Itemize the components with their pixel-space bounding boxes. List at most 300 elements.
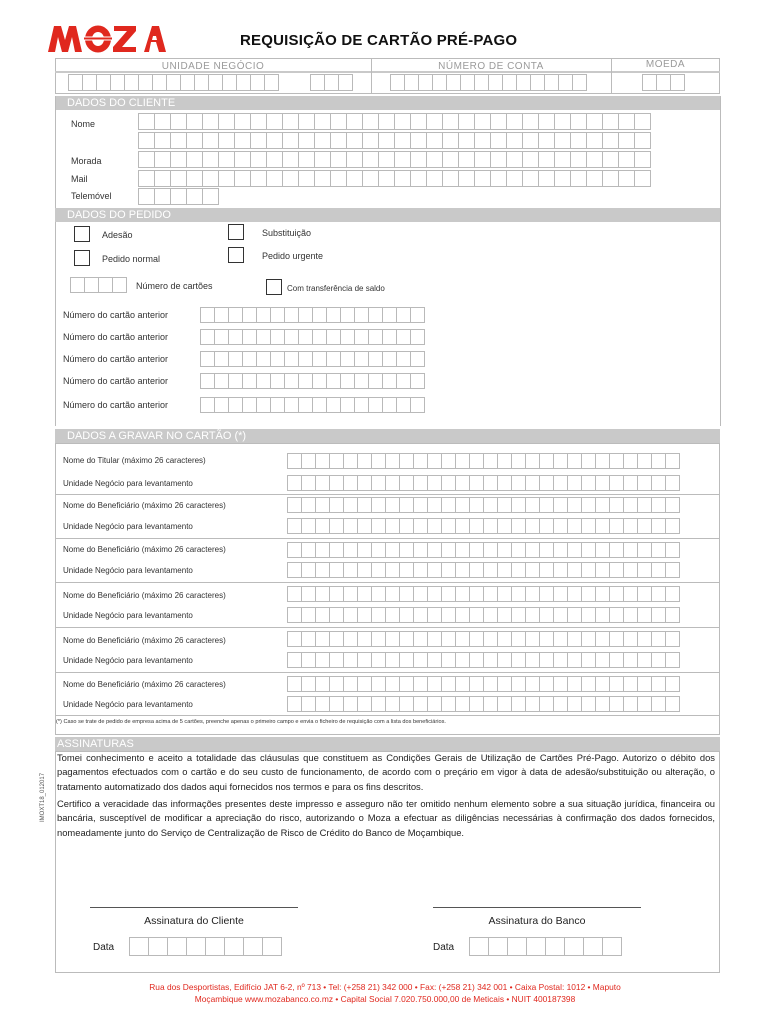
char-cell[interactable]: [148, 937, 168, 956]
char-cell[interactable]: [570, 170, 587, 187]
char-cell[interactable]: [426, 113, 443, 130]
char-cell[interactable]: [256, 329, 271, 345]
char-cell[interactable]: [362, 132, 379, 149]
char-cell[interactable]: [567, 586, 582, 602]
char-cell[interactable]: [497, 676, 512, 692]
char-cell[interactable]: [346, 113, 363, 130]
char-cell[interactable]: [441, 631, 456, 647]
char-cell[interactable]: [525, 631, 540, 647]
char-cell[interactable]: [427, 586, 442, 602]
char-cell[interactable]: [665, 696, 680, 712]
char-cell[interactable]: [166, 74, 181, 91]
char-cell[interactable]: [418, 74, 433, 91]
char-cell[interactable]: [256, 351, 271, 367]
char-cell[interactable]: [651, 676, 666, 692]
char-cell[interactable]: [329, 696, 344, 712]
char-cell[interactable]: [427, 607, 442, 623]
char-cell[interactable]: [287, 652, 302, 668]
char-cell[interactable]: [427, 562, 442, 578]
char-cell[interactable]: [637, 453, 652, 469]
char-cell[interactable]: [455, 542, 470, 558]
char-cell[interactable]: [385, 652, 400, 668]
char-cell[interactable]: [483, 652, 498, 668]
nome-input-2[interactable]: [138, 132, 650, 149]
char-cell[interactable]: [511, 676, 526, 692]
char-cell[interactable]: [202, 188, 219, 205]
char-cell[interactable]: [554, 170, 571, 187]
char-cell[interactable]: [442, 132, 459, 149]
char-cell[interactable]: [371, 542, 386, 558]
char-cell[interactable]: [609, 696, 624, 712]
char-cell[interactable]: [399, 586, 414, 602]
char-cell[interactable]: [282, 113, 299, 130]
char-cell[interactable]: [665, 631, 680, 647]
cartao-anterior-input[interactable]: [200, 351, 424, 367]
char-cell[interactable]: [637, 542, 652, 558]
char-cell[interactable]: [371, 676, 386, 692]
char-cell[interactable]: [330, 151, 347, 168]
char-cell[interactable]: [301, 475, 316, 491]
char-cell[interactable]: [455, 497, 470, 513]
char-cell[interactable]: [340, 373, 355, 389]
char-cell[interactable]: [138, 132, 155, 149]
char-cell[interactable]: [394, 151, 411, 168]
char-cell[interactable]: [354, 329, 369, 345]
char-cell[interactable]: [567, 652, 582, 668]
char-cell[interactable]: [609, 562, 624, 578]
char-cell[interactable]: [399, 497, 414, 513]
char-cell[interactable]: [170, 188, 187, 205]
char-cell[interactable]: [427, 696, 442, 712]
char-cell[interactable]: [413, 586, 428, 602]
char-cell[interactable]: [284, 373, 299, 389]
char-cell[interactable]: [343, 518, 358, 534]
char-cell[interactable]: [497, 475, 512, 491]
char-cell[interactable]: [455, 453, 470, 469]
char-cell[interactable]: [553, 652, 568, 668]
char-cell[interactable]: [665, 453, 680, 469]
char-cell[interactable]: [511, 562, 526, 578]
char-cell[interactable]: [399, 518, 414, 534]
char-cell[interactable]: [474, 132, 491, 149]
char-cell[interactable]: [623, 676, 638, 692]
char-cell[interactable]: [426, 132, 443, 149]
char-cell[interactable]: [490, 170, 507, 187]
char-cell[interactable]: [522, 132, 539, 149]
char-cell[interactable]: [469, 453, 484, 469]
char-cell[interactable]: [399, 631, 414, 647]
char-cell[interactable]: [483, 453, 498, 469]
char-cell[interactable]: [298, 397, 313, 413]
char-cell[interactable]: [301, 562, 316, 578]
char-cell[interactable]: [214, 373, 229, 389]
beneficiario-input[interactable]: [287, 586, 679, 602]
char-cell[interactable]: [458, 151, 475, 168]
char-cell[interactable]: [455, 607, 470, 623]
char-cell[interactable]: [455, 586, 470, 602]
char-cell[interactable]: [343, 631, 358, 647]
char-cell[interactable]: [442, 170, 459, 187]
char-cell[interactable]: [202, 113, 219, 130]
char-cell[interactable]: [410, 132, 427, 149]
char-cell[interactable]: [329, 607, 344, 623]
char-cell[interactable]: [665, 542, 680, 558]
char-cell[interactable]: [651, 562, 666, 578]
char-cell[interactable]: [385, 497, 400, 513]
char-cell[interactable]: [581, 562, 596, 578]
char-cell[interactable]: [427, 475, 442, 491]
char-cell[interactable]: [357, 497, 372, 513]
char-cell[interactable]: [298, 132, 315, 149]
char-cell[interactable]: [410, 113, 427, 130]
char-cell[interactable]: [567, 542, 582, 558]
char-cell[interactable]: [469, 607, 484, 623]
char-cell[interactable]: [314, 170, 331, 187]
char-cell[interactable]: [312, 373, 327, 389]
char-cell[interactable]: [218, 170, 235, 187]
char-cell[interactable]: [602, 132, 619, 149]
char-cell[interactable]: [338, 74, 353, 91]
char-cell[interactable]: [506, 170, 523, 187]
char-cell[interactable]: [441, 696, 456, 712]
char-cell[interactable]: [441, 518, 456, 534]
char-cell[interactable]: [382, 329, 397, 345]
char-cell[interactable]: [427, 542, 442, 558]
char-cell[interactable]: [511, 518, 526, 534]
char-cell[interactable]: [665, 652, 680, 668]
char-cell[interactable]: [651, 542, 666, 558]
char-cell[interactable]: [553, 475, 568, 491]
char-cell[interactable]: [581, 607, 596, 623]
char-cell[interactable]: [315, 542, 330, 558]
char-cell[interactable]: [511, 497, 526, 513]
char-cell[interactable]: [441, 607, 456, 623]
char-cell[interactable]: [110, 74, 125, 91]
char-cell[interactable]: [287, 518, 302, 534]
char-cell[interactable]: [312, 307, 327, 323]
char-cell[interactable]: [112, 277, 127, 293]
char-cell[interactable]: [242, 307, 257, 323]
char-cell[interactable]: [570, 113, 587, 130]
char-cell[interactable]: [609, 631, 624, 647]
char-cell[interactable]: [558, 74, 573, 91]
char-cell[interactable]: [287, 696, 302, 712]
char-cell[interactable]: [287, 475, 302, 491]
char-cell[interactable]: [368, 307, 383, 323]
char-cell[interactable]: [287, 586, 302, 602]
char-cell[interactable]: [154, 113, 171, 130]
char-cell[interactable]: [483, 586, 498, 602]
char-cell[interactable]: [586, 170, 603, 187]
char-cell[interactable]: [298, 329, 313, 345]
char-cell[interactable]: [170, 151, 187, 168]
char-cell[interactable]: [427, 497, 442, 513]
char-cell[interactable]: [326, 373, 341, 389]
char-cell[interactable]: [346, 151, 363, 168]
char-cell[interactable]: [497, 497, 512, 513]
char-cell[interactable]: [553, 562, 568, 578]
char-cell[interactable]: [665, 562, 680, 578]
char-cell[interactable]: [329, 586, 344, 602]
char-cell[interactable]: [310, 74, 325, 91]
char-cell[interactable]: [200, 351, 215, 367]
char-cell[interactable]: [483, 542, 498, 558]
char-cell[interactable]: [469, 542, 484, 558]
char-cell[interactable]: [595, 652, 610, 668]
char-cell[interactable]: [326, 351, 341, 367]
char-cell[interactable]: [441, 542, 456, 558]
char-cell[interactable]: [186, 151, 203, 168]
char-cell[interactable]: [410, 351, 425, 367]
char-cell[interactable]: [354, 307, 369, 323]
char-cell[interactable]: [186, 132, 203, 149]
char-cell[interactable]: [413, 497, 428, 513]
char-cell[interactable]: [564, 937, 584, 956]
char-cell[interactable]: [483, 518, 498, 534]
char-cell[interactable]: [522, 170, 539, 187]
char-cell[interactable]: [214, 351, 229, 367]
char-cell[interactable]: [586, 132, 603, 149]
char-cell[interactable]: [602, 170, 619, 187]
char-cell[interactable]: [329, 676, 344, 692]
char-cell[interactable]: [637, 497, 652, 513]
char-cell[interactable]: [567, 518, 582, 534]
char-cell[interactable]: [287, 453, 302, 469]
char-cell[interactable]: [368, 329, 383, 345]
char-cell[interactable]: [399, 453, 414, 469]
char-cell[interactable]: [458, 170, 475, 187]
char-cell[interactable]: [82, 74, 97, 91]
char-cell[interactable]: [343, 696, 358, 712]
char-cell[interactable]: [399, 562, 414, 578]
unidade-levantamento-input[interactable]: [287, 518, 679, 534]
char-cell[interactable]: [399, 607, 414, 623]
morada-input-2[interactable]: [138, 170, 650, 187]
char-cell[interactable]: [167, 937, 187, 956]
char-cell[interactable]: [382, 373, 397, 389]
char-cell[interactable]: [567, 631, 582, 647]
char-cell[interactable]: [553, 453, 568, 469]
char-cell[interactable]: [618, 113, 635, 130]
char-cell[interactable]: [329, 475, 344, 491]
char-cell[interactable]: [426, 151, 443, 168]
char-cell[interactable]: [315, 453, 330, 469]
char-cell[interactable]: [284, 329, 299, 345]
char-cell[interactable]: [228, 397, 243, 413]
char-cell[interactable]: [378, 151, 395, 168]
char-cell[interactable]: [581, 518, 596, 534]
char-cell[interactable]: [539, 696, 554, 712]
char-cell[interactable]: [539, 497, 554, 513]
char-cell[interactable]: [581, 453, 596, 469]
char-cell[interactable]: [394, 113, 411, 130]
char-cell[interactable]: [234, 170, 251, 187]
char-cell[interactable]: [618, 170, 635, 187]
char-cell[interactable]: [357, 453, 372, 469]
char-cell[interactable]: [329, 497, 344, 513]
char-cell[interactable]: [378, 170, 395, 187]
char-cell[interactable]: [670, 74, 685, 91]
char-cell[interactable]: [506, 132, 523, 149]
char-cell[interactable]: [665, 475, 680, 491]
char-cell[interactable]: [651, 652, 666, 668]
char-cell[interactable]: [399, 676, 414, 692]
char-cell[interactable]: [312, 329, 327, 345]
char-cell[interactable]: [371, 453, 386, 469]
char-cell[interactable]: [469, 475, 484, 491]
char-cell[interactable]: [497, 542, 512, 558]
char-cell[interactable]: [378, 113, 395, 130]
char-cell[interactable]: [298, 113, 315, 130]
char-cell[interactable]: [343, 475, 358, 491]
char-cell[interactable]: [525, 542, 540, 558]
char-cell[interactable]: [413, 562, 428, 578]
char-cell[interactable]: [362, 151, 379, 168]
char-cell[interactable]: [553, 518, 568, 534]
char-cell[interactable]: [651, 475, 666, 491]
char-cell[interactable]: [483, 562, 498, 578]
char-cell[interactable]: [329, 631, 344, 647]
char-cell[interactable]: [298, 151, 315, 168]
char-cell[interactable]: [506, 151, 523, 168]
char-cell[interactable]: [314, 151, 331, 168]
char-cell[interactable]: [516, 74, 531, 91]
char-cell[interactable]: [186, 170, 203, 187]
char-cell[interactable]: [70, 277, 85, 293]
char-cell[interactable]: [214, 329, 229, 345]
char-cell[interactable]: [228, 329, 243, 345]
char-cell[interactable]: [469, 518, 484, 534]
char-cell[interactable]: [525, 562, 540, 578]
char-cell[interactable]: [410, 151, 427, 168]
char-cell[interactable]: [314, 113, 331, 130]
char-cell[interactable]: [312, 351, 327, 367]
unidade-levantamento-input[interactable]: [287, 562, 679, 578]
char-cell[interactable]: [298, 373, 313, 389]
char-cell[interactable]: [497, 652, 512, 668]
char-cell[interactable]: [538, 113, 555, 130]
char-cell[interactable]: [357, 542, 372, 558]
char-cell[interactable]: [595, 542, 610, 558]
char-cell[interactable]: [525, 652, 540, 668]
char-cell[interactable]: [665, 497, 680, 513]
char-cell[interactable]: [586, 113, 603, 130]
char-cell[interactable]: [371, 631, 386, 647]
char-cell[interactable]: [315, 518, 330, 534]
char-cell[interactable]: [497, 696, 512, 712]
char-cell[interactable]: [357, 676, 372, 692]
char-cell[interactable]: [609, 607, 624, 623]
char-cell[interactable]: [208, 74, 223, 91]
char-cell[interactable]: [455, 475, 470, 491]
char-cell[interactable]: [554, 113, 571, 130]
char-cell[interactable]: [539, 586, 554, 602]
char-cell[interactable]: [413, 631, 428, 647]
char-cell[interactable]: [354, 397, 369, 413]
char-cell[interactable]: [539, 453, 554, 469]
char-cell[interactable]: [385, 586, 400, 602]
char-cell[interactable]: [200, 329, 215, 345]
char-cell[interactable]: [340, 329, 355, 345]
char-cell[interactable]: [371, 607, 386, 623]
char-cell[interactable]: [138, 188, 155, 205]
char-cell[interactable]: [68, 74, 83, 91]
char-cell[interactable]: [330, 170, 347, 187]
char-cell[interactable]: [651, 586, 666, 602]
char-cell[interactable]: [287, 497, 302, 513]
char-cell[interactable]: [623, 562, 638, 578]
char-cell[interactable]: [497, 631, 512, 647]
moeda-input[interactable]: [642, 74, 684, 91]
char-cell[interactable]: [394, 132, 411, 149]
char-cell[interactable]: [287, 562, 302, 578]
char-cell[interactable]: [329, 542, 344, 558]
char-cell[interactable]: [488, 74, 503, 91]
char-cell[interactable]: [357, 607, 372, 623]
char-cell[interactable]: [394, 170, 411, 187]
char-cell[interactable]: [609, 497, 624, 513]
char-cell[interactable]: [228, 351, 243, 367]
char-cell[interactable]: [455, 696, 470, 712]
char-cell[interactable]: [346, 132, 363, 149]
char-cell[interactable]: [525, 453, 540, 469]
char-cell[interactable]: [539, 542, 554, 558]
char-cell[interactable]: [469, 497, 484, 513]
char-cell[interactable]: [250, 113, 267, 130]
char-cell[interactable]: [595, 696, 610, 712]
char-cell[interactable]: [264, 74, 279, 91]
char-cell[interactable]: [312, 397, 327, 413]
char-cell[interactable]: [200, 397, 215, 413]
char-cell[interactable]: [427, 518, 442, 534]
char-cell[interactable]: [354, 373, 369, 389]
char-cell[interactable]: [270, 351, 285, 367]
char-cell[interactable]: [324, 74, 339, 91]
char-cell[interactable]: [497, 518, 512, 534]
char-cell[interactable]: [469, 652, 484, 668]
char-cell[interactable]: [382, 351, 397, 367]
char-cell[interactable]: [458, 113, 475, 130]
unidade-levantamento-input[interactable]: [287, 475, 679, 491]
char-cell[interactable]: [623, 497, 638, 513]
char-cell[interactable]: [623, 518, 638, 534]
char-cell[interactable]: [357, 475, 372, 491]
char-cell[interactable]: [595, 497, 610, 513]
char-cell[interactable]: [511, 453, 526, 469]
char-cell[interactable]: [186, 937, 206, 956]
char-cell[interactable]: [214, 397, 229, 413]
char-cell[interactable]: [427, 453, 442, 469]
char-cell[interactable]: [410, 329, 425, 345]
char-cell[interactable]: [357, 696, 372, 712]
char-cell[interactable]: [343, 562, 358, 578]
char-cell[interactable]: [572, 74, 587, 91]
char-cell[interactable]: [637, 607, 652, 623]
char-cell[interactable]: [483, 676, 498, 692]
char-cell[interactable]: [301, 631, 316, 647]
char-cell[interactable]: [270, 397, 285, 413]
char-cell[interactable]: [455, 676, 470, 692]
char-cell[interactable]: [581, 475, 596, 491]
char-cell[interactable]: [385, 631, 400, 647]
char-cell[interactable]: [545, 937, 565, 956]
char-cell[interactable]: [340, 351, 355, 367]
char-cell[interactable]: [202, 132, 219, 149]
char-cell[interactable]: [522, 113, 539, 130]
char-cell[interactable]: [567, 607, 582, 623]
cartao-anterior-input[interactable]: [200, 397, 424, 413]
char-cell[interactable]: [224, 937, 244, 956]
